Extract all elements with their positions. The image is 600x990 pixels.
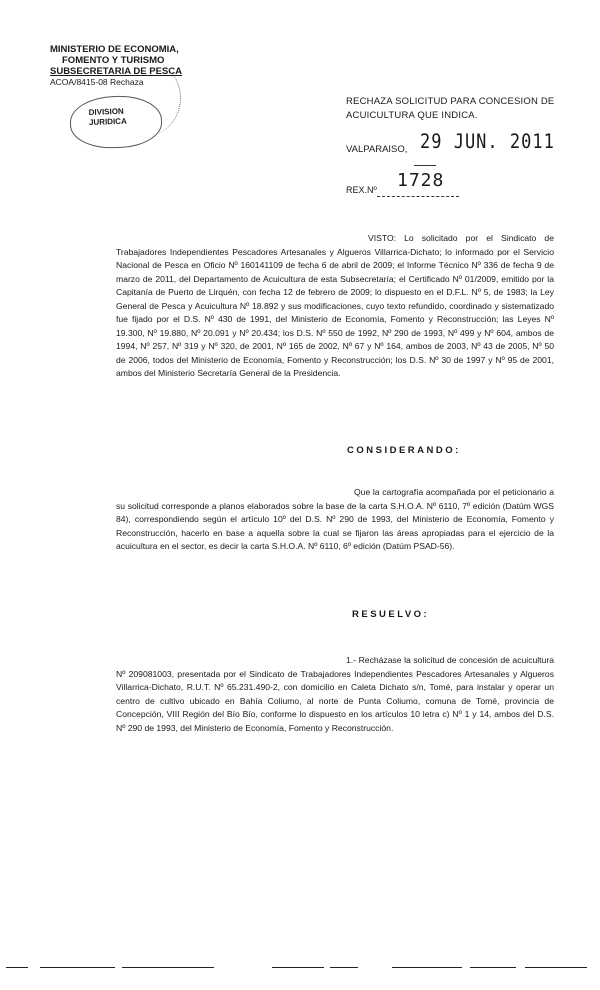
- considerando-heading: CONSIDERANDO:: [347, 445, 461, 456]
- footer-line-2: [40, 967, 115, 968]
- footer-line-5: [330, 967, 358, 968]
- place-label: VALPARAISO,: [346, 144, 408, 155]
- resolution-subject: RECHAZA SOLICITUD PARA CONCESION DE ACUICULTURA QUE INDICA.: [346, 96, 555, 121]
- resolution-number: 1728: [397, 170, 445, 191]
- ministry-line-2: FOMENTO Y TURISMO: [62, 55, 165, 66]
- resolution-date: 29 JUN. 2011: [420, 130, 555, 154]
- document-reference: ACOA/8415-08 Rechaza: [50, 77, 144, 87]
- footer-line-8: [525, 967, 587, 968]
- footer-line-7: [470, 967, 516, 968]
- footer-line-6: [392, 967, 462, 968]
- resolution-number-underline: [377, 196, 459, 197]
- stamp-line-2: JURIDICA: [88, 116, 127, 127]
- footer-line-4: [272, 967, 324, 968]
- visto-paragraph: VISTO: Lo solicitado por el Sindicato de Trabajadores Independientes Pescadores Artesanales y Algueros Villarrica-Dichato; lo informado por el Servicio Nacional de Pesca en Oficio Nº 160141109 de fecha 6 de abril de 2009; el Informe Técnico Nº 336 de fecha 9 de marzo de 2011, del Departamento de Acuicultura de esta Subsecretaría; el Certificado Nº 01/2009, emitido por la Capitanía de Puerto de Lirquén, con fecha 12 de febrero de 2009; lo dispuesto en el D.F.L. Nº 5, de 1983; la Ley General de Pesca y Acuicultura Nº 18.892 y sus modificaciones, cuyo texto refundido, coordinado y sistematizado fue fijado por el D.S. Nº 430 de 1991, del Ministerio de Economía, Fomento y Reconstrucción; las Leyes Nº 19.300, Nº 19.880, Nº 20.091 y Nº 20.434; los D.S. Nº 550 de 1992, Nº 290 de 1993, Nº 499 y Nº 604, ambos de 1994, Nº 257, Nº 319 y Nº 320, de 2001, Nº 165 de 2002, Nº 67 y Nº 164, ambos de 2003, Nº 43 de 2005, Nº 50 de 2006, todos del Ministerio de Economía, Fomento y Reconstrucción; los D.S. Nº 30 de 1997 y Nº 95 de 2001, ambos del Ministerio Secretaría General de la Presidencia.: [116, 233, 554, 378]
- resuelvo-paragraph: 1.- Recházase la solicitud de concesión de acuicultura Nº 209081003, presentada por el Sindicato de Trabajadores Independientes Pescadores Artesanales y Algueros Villarrica-Dichato, R.U.T. Nº 65.231.490-2, con domicilio en Caleta Dichato s/n, Tomé, para instalar y operar un centro de cultivo ubicado en Bahía Coliumo, al norte de Punta Coliumo, comuna de Tomé, provincia de Concepción, VIII Región del Bío Bío, conforme lo dispuesto en los artículos 10 letra c) Nº 1 y 14, ambos del D.S. Nº 290 de 1993, del Ministerio de Economía, Fomento y Reconstrucción.: [116, 655, 554, 733]
- resuelvo-heading: RESUELVO:: [352, 609, 430, 620]
- resolution-number-label: REX.Nº: [346, 185, 377, 195]
- ministry-line-1: MINISTERIO DE ECONOMIA,: [50, 44, 179, 55]
- considerando-paragraph: Que la cartografía acompañada por el peticionario a su solicitud corresponde a planos elaborados sobre la base de la carta S.H.O.A. Nº 6110, 7º edición (Datúm WGS 84), correspondiendo según el artículo 10º del D.S. Nº 290 de 1993, del Ministerio de Economía, Fomento y Reconstrucción, hacerlo en base a aquella sobre la cual se fijaron las áreas apropiadas para el ejercicio de la acuicultura en el sector, es decir la carta S.H.O.A. Nº 6110, 6º edición (Datúm PSAD-56).: [116, 487, 554, 551]
- footer-line-3: [122, 967, 214, 968]
- subsecretaria-name: SUBSECRETARIA DE PESCA: [50, 66, 182, 77]
- stamp-line-1: DIVISION: [88, 106, 124, 117]
- date-underline: [414, 165, 436, 166]
- footer-line-1: [6, 967, 28, 968]
